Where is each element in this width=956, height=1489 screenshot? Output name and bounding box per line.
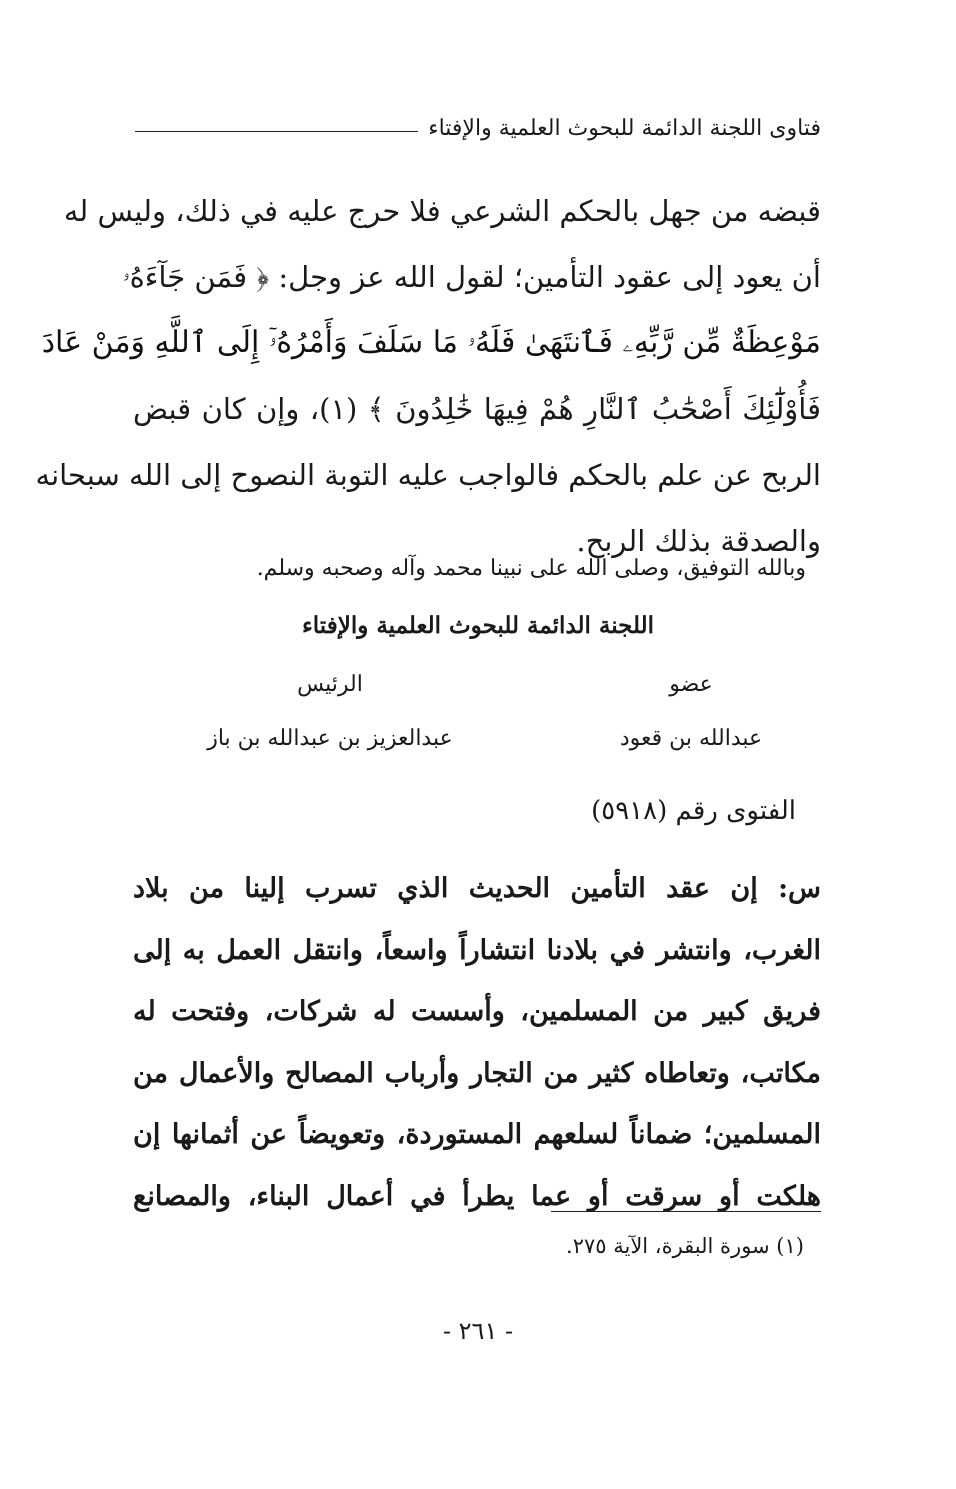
footnote: (١) سورة البقرة، الآية ٢٧٥. — [566, 1234, 804, 1258]
question-line: فريق كبير من المسلمين، وأسست له شركات، وفتحت له — [133, 996, 821, 1027]
signature-roles — [180, 672, 771, 697]
question-paragraph — [133, 858, 821, 1227]
question-line: هلكت أو سرقت أو عما يطرأ في أعمال البناء، والمصانع — [133, 1180, 821, 1212]
footnote-rule — [551, 1211, 821, 1212]
body-paragraph — [35, 178, 821, 574]
question-line: المسلمين؛ ضماناً لسلعهم المستوردة، وتعويضاً عن أثمانها إن — [133, 1119, 821, 1150]
body-line: فَأُوْلَٰٓئِكَ أَصْحَٰبُ ٱلنَّارِ هُمْ فِيهَا خَٰلِدُونَ ﴾ (١)، وإن كان قبض — [133, 392, 821, 426]
signature-names — [180, 726, 771, 751]
page-number: - ٢٦١ - — [442, 1317, 514, 1345]
body-line: أن يعود إلى عقود التأمين؛ لقول الله عز وجل: ﴿ فَمَن جَآءَهُۥ — [122, 260, 821, 294]
committee-title: اللجنة الدائمة للبحوث العلمية والإفتاء — [301, 612, 655, 639]
question-line: س: إن عقد التأمين الحديث الذي تسرب إلينا من بلاد — [133, 873, 821, 904]
chair-role: الرئيس — [297, 672, 363, 697]
body-line: الربح عن علم بالحكم فالواجب عليه التوبة النصوح إلى الله سبحانه — [35, 458, 821, 492]
member-role: عضو — [669, 672, 713, 697]
running-header — [135, 108, 821, 148]
header-rule — [135, 131, 418, 132]
closing-prayer: وبالله التوفيق، وصلى الله على نبينا محمد وآله وصحبه وسلم. — [256, 556, 806, 581]
question-line: الغرب، وانتشر في بلادنا انتشاراً واسعاً، وانتقل العمل به إلى — [133, 934, 821, 966]
chair-name: عبدالعزيز بن عبدالله بن باز — [207, 726, 453, 751]
fatwa-number: الفتوى رقم (٥٩١٨) — [591, 796, 796, 826]
quran-verse-line: مَوْعِظَةٌ مِّن رَّبِّهِۦ فَٱنتَهَىٰ فَلَهُۥ مَا سَلَفَ وَأَمْرُهُۥٓ إِلَى ٱللَّهِ وَمَنْ عَادَ — [41, 325, 821, 360]
running-header-title: فتاوى اللجنة الدائمة للبحوث العلمية والإفتاء — [428, 115, 821, 141]
question-line: مكاتب، وتعاطاه كثير من التجار وأرباب المصالح والأعمال من — [133, 1057, 821, 1089]
member-name: عبدالله بن قعود — [619, 726, 763, 751]
body-line: والصدقة بذلك الربح. — [576, 524, 821, 558]
body-line: قبضه من جهل بالحكم الشرعي فلا حرج عليه في ذلك، وليس له — [63, 194, 821, 228]
